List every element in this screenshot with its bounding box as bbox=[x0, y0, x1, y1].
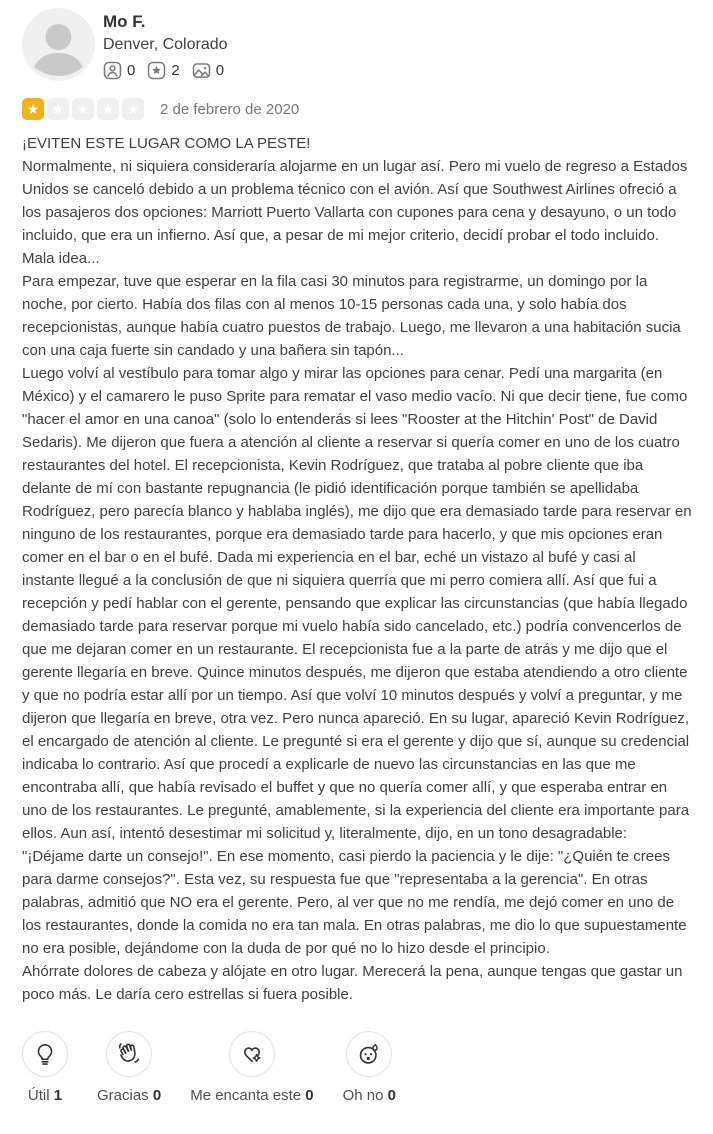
review-body bbox=[22, 155, 692, 1006]
reactions-bar bbox=[22, 1031, 692, 1104]
user-info bbox=[103, 8, 228, 80]
reaction-count: 0 bbox=[305, 1087, 314, 1104]
reaction-label-text: Útil bbox=[27, 1087, 50, 1104]
person-silhouette-icon bbox=[22, 8, 95, 81]
stat-reviews bbox=[147, 61, 179, 80]
reaction-label bbox=[28, 1087, 62, 1104]
contributions-icon bbox=[103, 61, 122, 80]
reaction-label-text: Me encanta este bbox=[190, 1087, 302, 1104]
rating-star bbox=[72, 98, 94, 120]
reaction-label bbox=[97, 1087, 161, 1104]
rating-star bbox=[47, 98, 69, 120]
stat-count: 2 bbox=[171, 62, 180, 79]
oh-no-face-icon bbox=[356, 1041, 382, 1067]
photos-icon bbox=[192, 61, 211, 80]
review-header bbox=[22, 8, 692, 81]
reaction-label-text: Gracias bbox=[97, 1087, 149, 1104]
reaction-label bbox=[343, 1087, 396, 1104]
star-rating bbox=[22, 98, 144, 120]
reaction-thanks bbox=[97, 1031, 161, 1104]
reviews-icon bbox=[147, 61, 166, 80]
review-paragraph: Ahórrate dolores de cabeza y alójate en otro lugar. Merecerá la pena, aunque tengas que gastar un poco más. Le daría cero estrellas si fuera posible. bbox=[22, 963, 683, 1003]
waving-hand-icon bbox=[116, 1041, 142, 1067]
review-paragraph: Normalmente, ni siquiera consideraría alojarme en un lugar así. Pero mi vuelo de regreso a Estados Unidos se canceló debido a un problema técnico con el avión. Así que Southwest Airlines ofreció a los pasajeros dos opciones: Marriott Puerto Vallarta con cupones para cena y desayuno, o un todo incluido, que era un infierno. Así que, a pesar de mi mejor criterio, decidí probar el todo incluido. Mala idea... bbox=[22, 158, 688, 267]
reaction-love bbox=[190, 1031, 313, 1104]
reaction-count: 1 bbox=[53, 1087, 63, 1104]
avatar[interactable] bbox=[22, 8, 95, 81]
review-date: 2 de febrero de 2020 bbox=[160, 100, 300, 118]
stat-contributions bbox=[103, 61, 135, 80]
love-button[interactable] bbox=[229, 1031, 275, 1077]
sparkle-heart-icon bbox=[239, 1041, 265, 1067]
stat-photos bbox=[192, 61, 224, 80]
rating-star bbox=[22, 98, 44, 120]
user-stats bbox=[103, 61, 228, 80]
rating-star bbox=[97, 98, 119, 120]
oh-no-button[interactable] bbox=[346, 1031, 392, 1077]
reaction-count: 0 bbox=[152, 1087, 162, 1104]
review-paragraph: Para empezar, tuve que esperar en la fila casi 30 minutos para registrarme, un domingo por la noche, por cierto. Había dos filas con al menos 10-15 personas cada una, y solo había dos recepcionistas, aunque había cuatro puestos de trabajo. Luego, me llevaron a una habitación sucia con una caja fuerte sin candado y una bañera sin tapón... bbox=[22, 273, 681, 359]
rating-row bbox=[22, 98, 692, 120]
review-title: ¡EVITEN ESTE LUGAR COMO LA PESTE! bbox=[22, 135, 311, 152]
stat-count: 0 bbox=[127, 62, 136, 79]
reaction-count: 0 bbox=[387, 1087, 397, 1104]
helpful-button[interactable] bbox=[22, 1031, 68, 1077]
user-location: Denver, Colorado bbox=[103, 36, 228, 53]
user-name[interactable]: Mo F. bbox=[103, 12, 146, 31]
reaction-helpful bbox=[22, 1031, 68, 1104]
reaction-ohno bbox=[343, 1031, 396, 1104]
stat-count: 0 bbox=[215, 62, 225, 79]
review-paragraph: Luego volví al vestíbulo para tomar algo y mirar las opciones para cenar. Pedí una margarita (en México) y el camarero le puso Sprite para rematar el vaso medio vacío. Ni que decir tiene, fue como "hacer el amor en una canoa" (solo lo entenderás si lees "Rooster at the Hitchin' Post" de David Sedaris). Me dijeron que fuera a atención al cliente a reservar si quería comer en uno de los cuatro restaurantes del hotel. El recepcionista, Kevin Rodríguez, que trataba al pobre cliente que iba delante de mí con bastante repugnancia (le pidió identificación porque también se apellidaba Rodríguez, pero parecía blanco y hablaba inglés), me dijo que era demasiado tarde para reservar en ninguno de los restaurantes, porque era demasiado tarde para hacerlo, y que mis opciones eran comer en el bar o en el bufé. Dada mi experiencia en el bar, eché un vistazo al bufé y casi al instante llegué a la conclusión de que ni siquiera querría que mi perro comiera allí. Así que fui a recepción y pedí hablar con el gerente, pensando que explicar las circunstancias (que había llegado demasiado tarde para reservar porque mi vuelo había sido cancelado, etc.) podría convencerlos de que me dejaran comer en un restaurante. El recepcionista fue a la parte de atrás y me dijo que el gerente llegaría en breve. Quince minutos después, me dijeron que estaba atendiendo a otro cliente y que no podría estar allí por un tiempo. Así que volví 10 minutos después y volví a preguntar, y me dijeron que llegaría en breve, otra vez. Pero nunca apareció. En su lugar, apareció Kevin Rodríguez, el encargado de atención al cliente. Le pregunté si era el gerente y dijo que sí, aunque su credencial indicaba lo contrario. Así que procedí a explicarle de nuevo las circunstancias en las que me encontraba allí, que había revisado el buffet y que no quería comer allí, y que esperaba entrar en uno de los restaurantes. Le pregunté, amablemente, si la experiencia del cliente era importante para ellos. Aun así, intentó desestimar mi solicitud y, literalmente, dijo, en un tono desagradable: "¡Déjame darte un consejo!". En ese momento, casi pierdo la paciencia y le dije: "¿Quién te crees para darme consejos?". Esta vez, su respuesta fue que "representaba a la gerencia". En otras palabras, admitió que NO era el gerente. Pero, al ver que no me rendía, me dejó comer en uno de los restaurantes, donde la comida no era tan mala. En otras palabras, me dio lo que supuestamente no era posible, dejándome con la duda de por qué no lo hizo desde el principio. bbox=[22, 365, 692, 957]
reaction-label-text: Oh no bbox=[342, 1087, 384, 1104]
reaction-label bbox=[190, 1087, 313, 1104]
lightbulb-icon bbox=[32, 1041, 58, 1067]
thanks-button[interactable] bbox=[106, 1031, 152, 1077]
rating-star bbox=[122, 98, 144, 120]
